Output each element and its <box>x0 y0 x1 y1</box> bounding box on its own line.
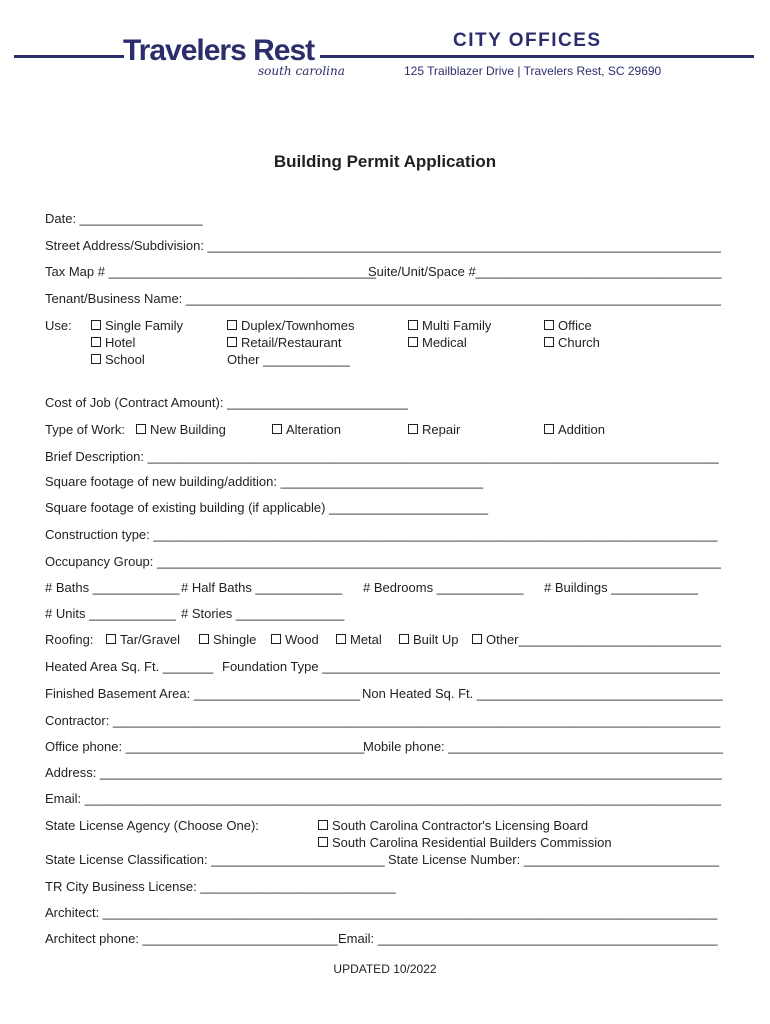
email-field[interactable]: Email: ________________________________________________________________________________________ <box>45 791 721 806</box>
tenant-field[interactable]: Tenant/Business Name: __________________________________________________________________________ <box>45 291 721 306</box>
work-alteration[interactable] <box>272 422 341 438</box>
checkbox-icon[interactable] <box>544 424 554 434</box>
work-new-building[interactable] <box>136 422 226 438</box>
checkbox-icon[interactable] <box>272 424 282 434</box>
checkbox-icon[interactable] <box>408 337 418 347</box>
option-label: Hotel <box>105 335 136 350</box>
half-baths-field[interactable]: # Half Baths ____________ <box>181 580 343 595</box>
page-title: Building Permit Application <box>273 152 497 171</box>
option-label: Tar/Gravel <box>120 632 180 647</box>
license-classification-field[interactable]: State License Classification: ________________________ <box>45 852 385 867</box>
roof-built-up[interactable] <box>399 632 459 648</box>
office-phone-field[interactable]: Office phone: _________________________________ <box>45 739 365 754</box>
option-label: Metal <box>350 632 382 647</box>
work-addition[interactable] <box>544 422 605 438</box>
use-duplex[interactable] <box>227 318 354 334</box>
buildings-field[interactable]: # Buildings ____________ <box>544 580 698 595</box>
roofing-label: Roofing: <box>45 632 94 647</box>
work-repair[interactable] <box>408 422 460 438</box>
option-label: Built Up <box>413 632 459 647</box>
license-agency-label: State License Agency (Choose One): <box>45 818 259 833</box>
use-church[interactable] <box>544 335 600 351</box>
checkbox-icon[interactable] <box>318 837 328 847</box>
roof-other[interactable] <box>472 632 721 648</box>
option-label: Wood <box>285 632 319 647</box>
option-label: Shingle <box>213 632 257 647</box>
option-label: Retail/Restaurant <box>241 335 342 350</box>
occupancy-group-field[interactable]: Occupancy Group: ______________________________________________________________________________ <box>45 554 721 569</box>
use-multi-family[interactable] <box>408 318 491 334</box>
checkbox-icon[interactable] <box>399 634 409 644</box>
use-office[interactable] <box>544 318 592 334</box>
option-label: Office <box>558 318 592 333</box>
business-license-field[interactable]: TR City Business License: ___________________________ <box>45 879 396 894</box>
use-single-family[interactable] <box>91 318 183 334</box>
checkbox-icon[interactable] <box>544 337 554 347</box>
use-other-field[interactable]: Other ____________ <box>227 352 350 367</box>
option-label: Alteration <box>286 422 341 437</box>
address-field[interactable]: Address: ______________________________________________________________________________________ <box>45 765 722 780</box>
checkbox-icon[interactable] <box>91 320 101 330</box>
city-offices-heading: CITY OFFICES <box>453 30 602 51</box>
use-hotel[interactable] <box>91 335 135 351</box>
architect-field[interactable]: Architect: _____________________________________________________________________________________ <box>45 905 718 920</box>
use-school[interactable] <box>91 352 145 368</box>
suite-field[interactable]: Suite/Unit/Space #__________________________________ <box>368 264 722 279</box>
use-retail[interactable] <box>227 335 341 351</box>
sqft-existing-field[interactable]: Square footage of existing building (if applicable) ______________________ <box>45 500 489 515</box>
baths-field[interactable]: # Baths ____________ <box>45 580 180 595</box>
tax-map-field[interactable]: Tax Map # _____________________________________ <box>45 264 377 279</box>
option-label: Church <box>558 335 600 350</box>
option-label: Duplex/Townhomes <box>241 318 355 333</box>
stories-field[interactable]: # Stories _______________ <box>181 606 345 621</box>
option-label: School <box>105 352 145 367</box>
contractor-field[interactable]: Contractor: ____________________________________________________________________________________ <box>45 713 721 728</box>
checkbox-icon[interactable] <box>227 337 237 347</box>
option-label: Addition <box>558 422 605 437</box>
logo-subtitle: south carolina <box>258 64 345 78</box>
checkbox-icon[interactable] <box>199 634 209 644</box>
header-rule-left <box>14 55 124 58</box>
checkbox-icon[interactable] <box>91 337 101 347</box>
finished-basement-field[interactable]: Finished Basement Area: _______________________ <box>45 686 361 701</box>
checkbox-icon[interactable] <box>408 320 418 330</box>
option-label: South Carolina Residential Builders Commission <box>332 835 612 850</box>
updated-date: UPDATED 10/2022 <box>333 962 437 976</box>
license-residential-commission[interactable] <box>318 835 612 851</box>
checkbox-icon[interactable] <box>544 320 554 330</box>
option-label: New Building <box>150 422 226 437</box>
cost-field[interactable]: Cost of Job (Contract Amount): _________________________ <box>45 395 408 410</box>
checkbox-icon[interactable] <box>408 424 418 434</box>
units-field[interactable]: # Units ____________ <box>45 606 176 621</box>
checkbox-icon[interactable] <box>318 820 328 830</box>
license-number-field[interactable]: State License Number: ___________________________ <box>388 852 720 867</box>
mobile-phone-field[interactable]: Mobile phone: ______________________________________ <box>363 739 724 754</box>
checkbox-icon[interactable] <box>472 634 482 644</box>
option-label: Other____________________________ <box>486 632 721 647</box>
use-medical[interactable] <box>408 335 467 351</box>
option-label: Single Family <box>105 318 184 333</box>
heated-area-field[interactable]: Heated Area Sq. Ft. _______ <box>45 659 214 674</box>
option-label: Multi Family <box>422 318 492 333</box>
option-label: South Carolina Contractor's Licensing Board <box>332 818 589 833</box>
checkbox-icon[interactable] <box>106 634 116 644</box>
roof-metal[interactable] <box>336 632 382 648</box>
brief-description-field[interactable]: Brief Description: _______________________________________________________________________________ <box>45 449 719 464</box>
header-rule-right <box>320 55 754 58</box>
checkbox-icon[interactable] <box>91 354 101 364</box>
option-label: Medical <box>422 335 467 350</box>
roof-tar-gravel[interactable] <box>106 632 180 648</box>
checkbox-icon[interactable] <box>227 320 237 330</box>
checkbox-icon[interactable] <box>336 634 346 644</box>
license-contractors-board[interactable] <box>318 818 588 834</box>
work-type-label: Type of Work: <box>45 422 125 437</box>
office-address: 125 Trailblazer Drive | Travelers Rest, SC 29690 <box>404 64 662 78</box>
sqft-new-field[interactable]: Square footage of new building/addition: ____________________________ <box>45 474 484 489</box>
checkbox-icon[interactable] <box>136 424 146 434</box>
option-label: Repair <box>422 422 461 437</box>
architect-email-field[interactable]: Email: _______________________________________________ <box>338 931 718 946</box>
roof-shingle[interactable] <box>199 632 256 648</box>
logo-wordmark: Travelers Rest <box>123 34 315 67</box>
checkbox-icon[interactable] <box>271 634 281 644</box>
construction-type-field[interactable]: Construction type: ______________________________________________________________________________ <box>45 527 718 542</box>
street-address-field[interactable]: Street Address/Subdivision: _______________________________________________________________________ <box>45 238 721 253</box>
roof-wood[interactable] <box>271 632 319 648</box>
foundation-type-field[interactable]: Foundation Type _______________________________________________________ <box>222 659 720 674</box>
architect-phone-field[interactable]: Architect phone: ___________________________ <box>45 931 338 946</box>
bedrooms-field[interactable]: # Bedrooms ____________ <box>363 580 524 595</box>
non-heated-field[interactable]: Non Heated Sq. Ft. __________________________________ <box>362 686 723 701</box>
date-field[interactable]: Date: _________________ <box>45 211 203 226</box>
use-label: Use: <box>45 318 72 333</box>
